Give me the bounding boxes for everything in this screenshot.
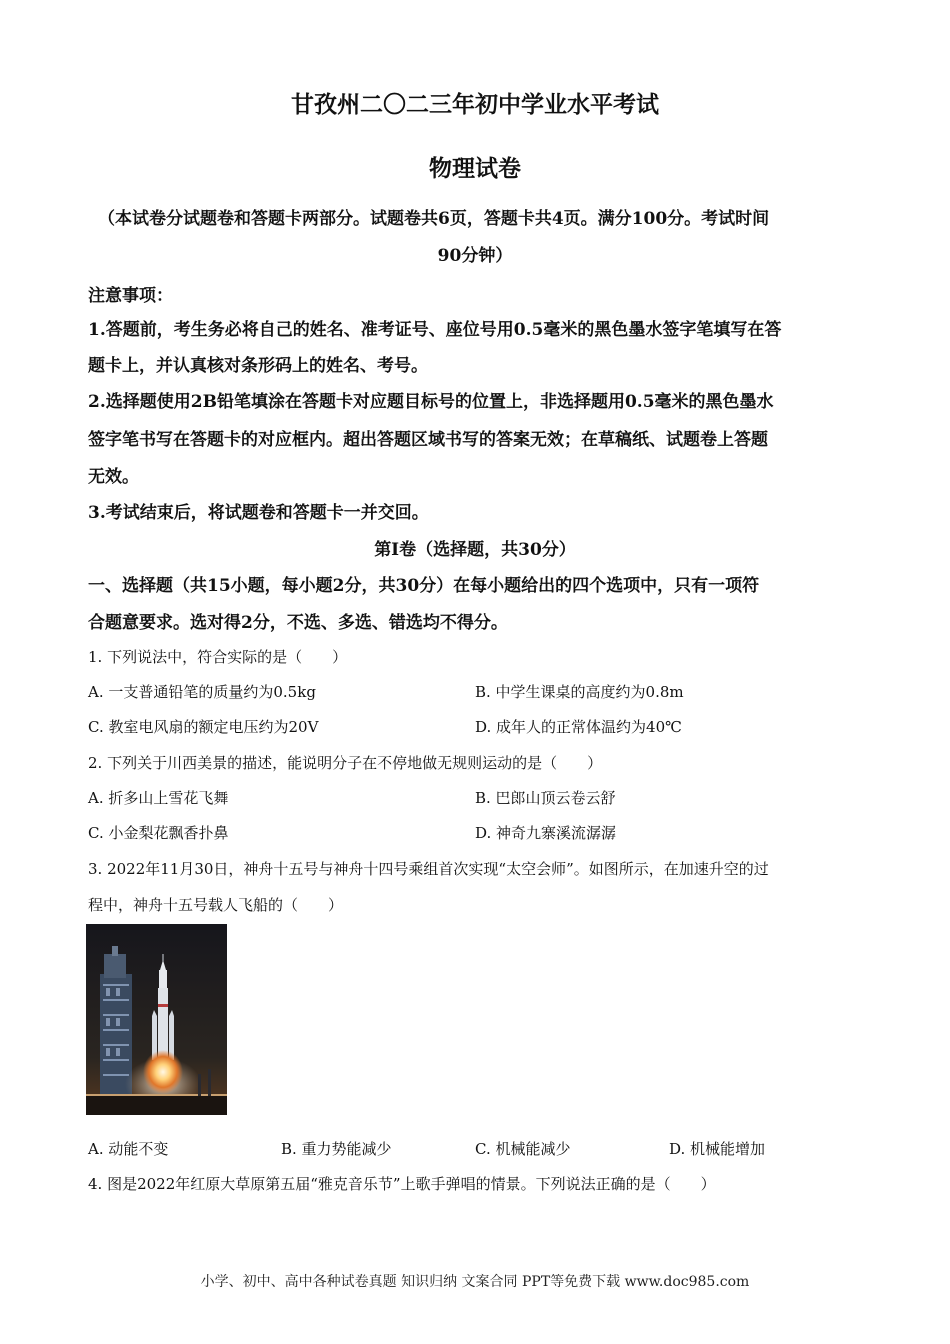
q1-option-d: D. 成年人的正常体温约为40℃: [475, 718, 682, 736]
q2-stem: 2. 下列关于川西美景的描述，能说明分子在不停地做无规则运动的是（ ）: [88, 754, 603, 772]
notice-item1-line1: 1.答题前，考生务必将自己的姓名、准考证号、座位号用0.5毫米的黑色墨水签字笔填写在答: [88, 320, 782, 340]
exam-info-line1: （本试卷分试题卷和答题卡两部分。试题卷共6页，答题卡共4页。满分100分。考试时间: [98, 209, 770, 229]
q2-option-b: B. 巴郎山顶云卷云舒: [475, 789, 616, 807]
q1-option-c: C. 教室电风扇的额定电压约为20V: [88, 718, 319, 736]
q3-option-c: C. 机械能减少: [475, 1140, 571, 1158]
q2-option-a: A. 折多山上雪花飞舞: [88, 789, 229, 807]
notice-item2-line1: 2.选择题使用2B铅笔填涂在答题卡对应题目标号的位置上，非选择题用0.5毫米的黑色墨水: [88, 392, 774, 412]
q1-option-a: A. 一支普通铅笔的质量约为0.5kg: [88, 683, 316, 701]
notice-heading: 注意事项：: [88, 286, 173, 306]
notice-item2-line2: 签字笔书写在答题卡的对应框内。超出答题区域书写的答案无效；在草稿纸、试题卷上答题: [88, 430, 768, 450]
q2-option-d: D. 神奇九寨溪流潺潺: [475, 824, 617, 842]
q3-stem-line1: 3. 2022年11月30日，神舟十五号与神舟十四号乘组首次实现“太空会师”。如图所示，在加速升空的过: [88, 860, 769, 878]
exam-info-line2: 90分钟）: [437, 246, 513, 266]
section-instructions-line1: 一、选择题（共15小题，每小题2分，共30分）在每小题给出的四个选项中，只有一项符: [88, 576, 760, 596]
exam-subtitle: 物理试卷: [429, 155, 521, 182]
q3-option-a: A. 动能不变: [88, 1140, 169, 1158]
q3-option-b: B. 重力势能减少: [281, 1140, 392, 1158]
q3-stem-line2: 程中，神舟十五号载人飞船的（ ）: [88, 896, 344, 914]
section-instructions-line2: 合题意要求。选对得2分，不选、多选、错选均不得分。: [88, 613, 508, 633]
exam-title: 甘孜州二〇二三年初中学业水平考试: [291, 91, 659, 118]
q3-option-d: D. 机械能增加: [669, 1140, 766, 1158]
notice-item2-line3: 无效。: [88, 467, 139, 487]
q1-stem: 1. 下列说法中，符合实际的是（ ）: [88, 648, 348, 666]
footer-text: 小学、初中、高中各种试卷真题 知识归纳 文案合同 PPT等免费下载 www.doc985.com: [200, 1274, 750, 1290]
notice-item1-line2: 题卡上，并认真核对条形码上的姓名、考号。: [88, 356, 428, 376]
q2-option-c: C. 小金梨花飘香扑鼻: [88, 824, 229, 842]
q1-option-b: B. 中学生课桌的高度约为0.8m: [475, 683, 684, 701]
part1-heading: 第Ⅰ卷（选择题，共30分）: [374, 540, 576, 560]
q4-stem: 4. 图是2022年红原大草原第五届“雅克音乐节”上歌手弹唱的情景。下列说法正确的是（ ）: [88, 1175, 716, 1193]
notice-item3: 3.考试结束后，将试题卷和答题卡一并交回。: [88, 503, 429, 523]
rocket-launch-photo: [86, 924, 227, 1115]
